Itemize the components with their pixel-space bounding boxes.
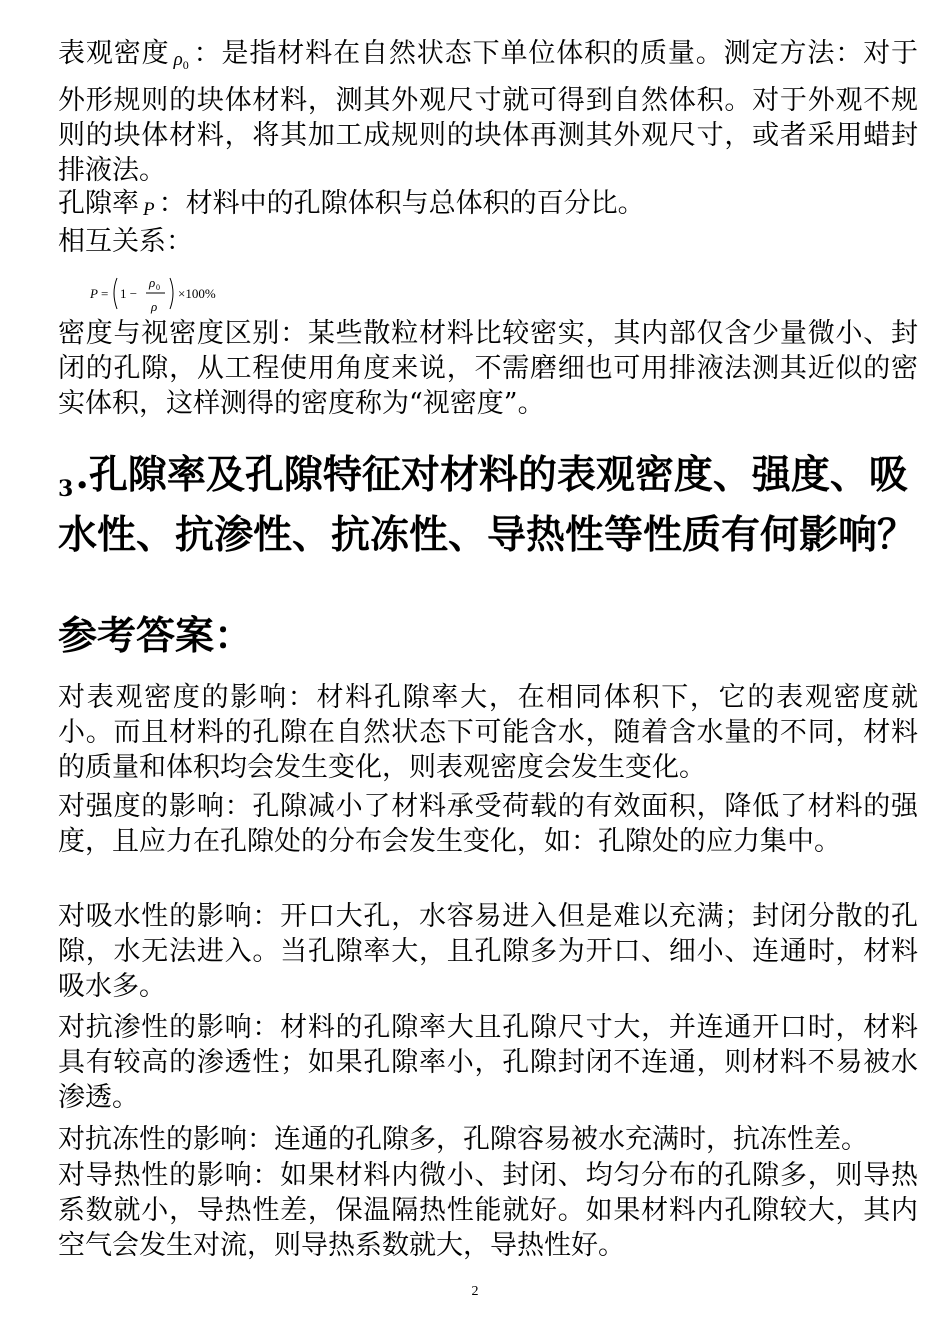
formula-denominator: ρ: [151, 299, 158, 314]
answer-title: 参考答案：: [58, 613, 254, 659]
relation-label: 相互关系：: [58, 226, 193, 257]
answer-apparent-density: 对表观密度的影响：材料孔隙率大，在相同体积下，它的表观密度就小。而且材料的孔隙在自然状态下可能含水，随着含水量的不同，材料的质量和体积均会发生变化，则表观密度会发生变化。: [58, 682, 918, 783]
density-vs-apparent-paragraph: 密度与视密度区别：某些散粒材料比较密实，其内部仅含少量微小、封闭的孔隙，从工程使用角度来说，不需磨细也可用排液法测其近似的密实体积，这样测得的密度称为“视密度”。: [58, 318, 918, 419]
porosity-definition: ：材料中的孔隙体积与总体积的百分比。: [158, 188, 645, 219]
answer-frost-resistance: 对抗冻性的影响：连通的孔隙多，孔隙容易被水充满时，抗冻性差。: [58, 1124, 868, 1155]
answer-water-absorption: 对吸水性的影响：开口大孔，水容易进入但是难以充满；封闭分散的孔隙，水无法进入。当孔隙率大，且孔隙多为开口、细小、连通时，材料吸水多。: [58, 901, 918, 1002]
formula-times: ×100%: [178, 286, 216, 301]
question-number: 3: [58, 476, 74, 502]
question-text: .孔隙率及孔隙特征对材料的表观密度、强度、吸水性、抗渗性、抗冻性、导热性等性质有何影响？: [58, 452, 917, 558]
page-number: 2: [471, 1284, 479, 1299]
porosity-term: 孔隙率: [58, 188, 139, 219]
apparent-density-paragraph: [58, 36, 918, 188]
formula-numerator: ρ: [149, 275, 156, 290]
rho-symbol: $\rho_0$: [173, 49, 189, 72]
porosity-paragraph: [58, 186, 918, 227]
apparent-density-definition: ：是指材料在自然状态下单位体积的质量。测定方法：对于外形规则的块体材料，测其外观尺寸就可得到自然体积。对于外观不规则的块体材料，将其加工成规则的块体再测其外观尺寸，或者采用蜡封排液法。: [58, 38, 919, 186]
formula-equals: =: [101, 286, 109, 301]
answer-impermeability: 对抗渗性的影响：材料的孔隙率大且孔隙尺寸大，并连通开口时，材料具有较高的渗透性；如果孔隙率小，孔隙封闭不连通，则材料不易被水渗透。: [58, 1012, 918, 1113]
answer-strength: 对强度的影响：孔隙减小了材料承受荷载的有效面积，降低了材料的强度，且应力在孔隙处的分布会发生变化，如：孔隙处的应力集中。: [58, 791, 918, 857]
apparent-density-term: 表观密度: [58, 38, 170, 69]
formula-one-minus: 1 −: [120, 286, 138, 301]
formula-lhs: P: [90, 286, 98, 301]
formula-numerator-sub: 0: [156, 283, 160, 292]
answer-thermal-conductivity: 对导热性的影响：如果材料内微小、封闭、均匀分布的孔隙多，则导热系数就小，导热性差，保温隔热性能就好。如果材料内孔隙较大，其内空气会发生对流，则导热系数就大，导热性好。: [58, 1160, 918, 1261]
question-heading: [58, 452, 928, 558]
formula-left-paren: [114, 278, 117, 309]
formula-right-paren: [170, 278, 173, 309]
p-symbol: P: [143, 199, 155, 220]
